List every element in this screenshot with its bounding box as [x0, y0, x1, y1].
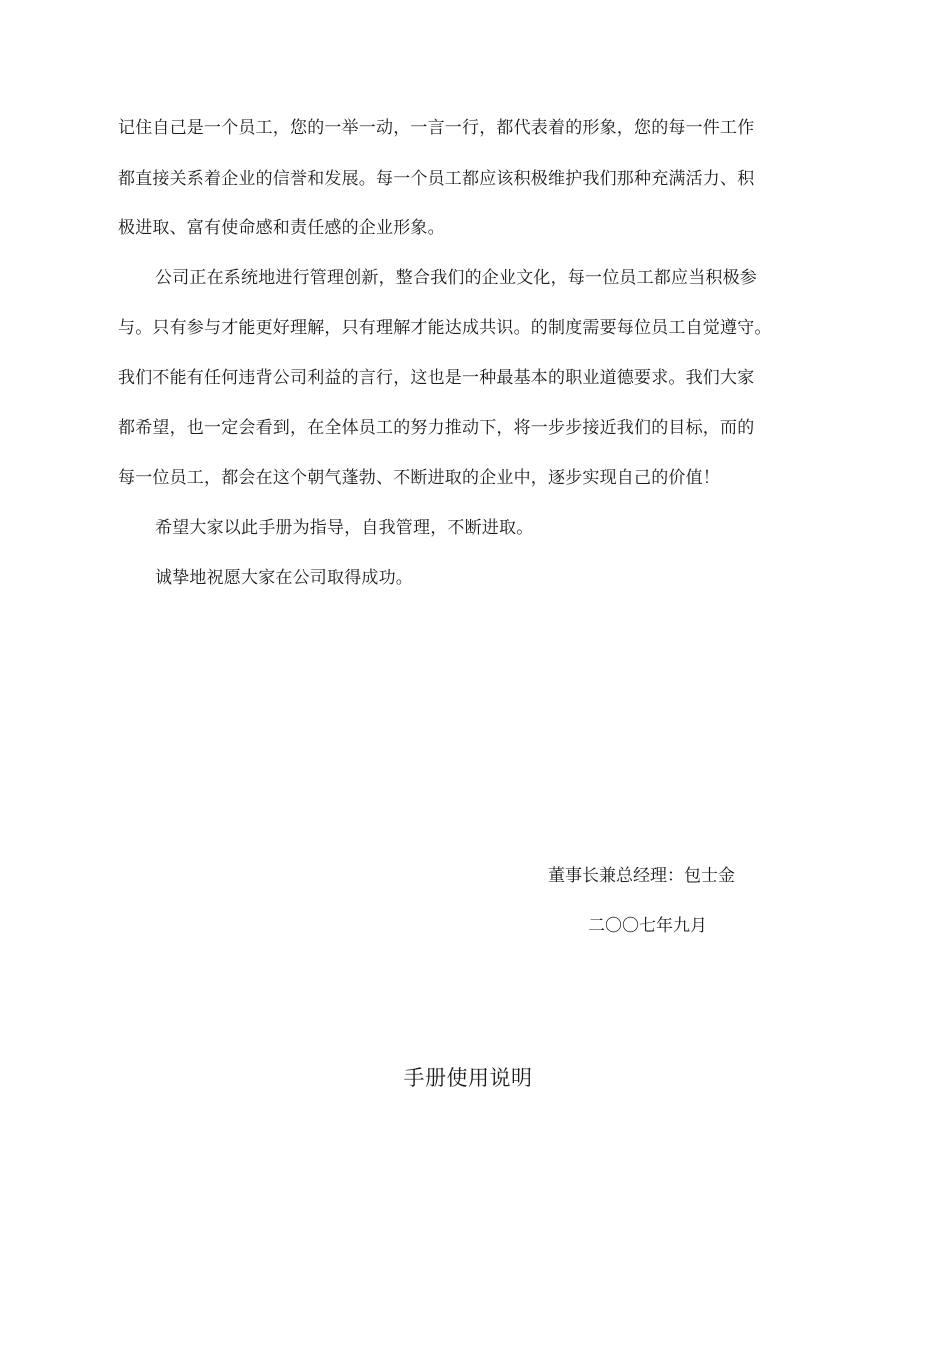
paragraph-2-line-5: 每一位员工，都会在这个朝气蓬勃、不断进取的企业中，逐步实现自己的价值！ [118, 468, 720, 488]
paragraph-2-line-4: 都希望，也一定会看到，在全体员工的努力推动下，将一步步接近我们的目标，而的 [118, 418, 755, 438]
paragraph-2-line-1: 公司正在系统地进行管理创新，整合我们的企业文化，每一位员工都应当积极参 [155, 268, 757, 288]
paragraph-3: 希望大家以此手册为指导，自我管理，不断进取。 [155, 518, 534, 538]
paragraph-1-line-1: 记住自己是一个员工，您的一举一动，一言一行，都代表着的形象，您的每一件工作 [118, 118, 755, 138]
signature-title-name: 董事长兼总经理：包士金 [548, 866, 735, 886]
signature-date: 二〇〇七年九月 [588, 916, 707, 936]
paragraph-4: 诚挚地祝愿大家在公司取得成功。 [155, 568, 413, 588]
paragraph-1-line-2: 都直接关系着企业的信誉和发展。每一个员工都应该积极维护我们那种充满活力、积 [118, 169, 755, 189]
paragraph-2-line-3: 我们不能有任何违背公司利益的言行，这也是一种最基本的职业道德要求。我们大家 [118, 368, 755, 388]
section-title: 手册使用说明 [403, 1066, 533, 1090]
paragraph-2-line-2: 与。只有参与才能更好理解，只有理解才能达成共识。的制度需要每位员工自觉遵守。 [118, 318, 772, 338]
paragraph-1-line-3: 极进取、富有使命感和责任感的企业形象。 [118, 218, 445, 238]
